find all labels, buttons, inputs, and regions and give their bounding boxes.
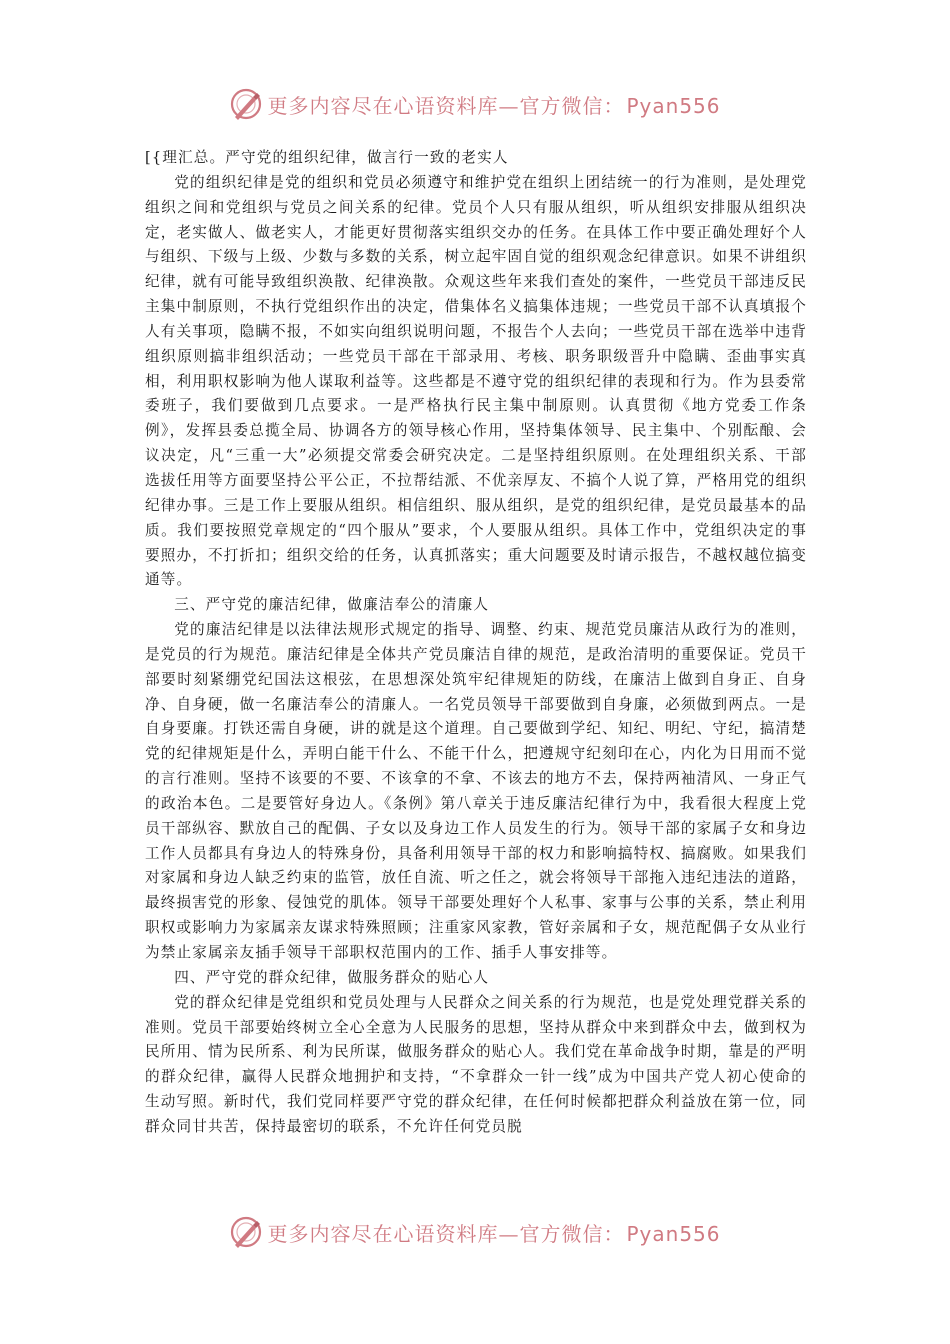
- footer-watermark-banner: [0, 1212, 950, 1252]
- document-body: [145, 146, 807, 1140]
- footer-watermark-text: [267, 1218, 720, 1247]
- header-watermark-account-id: Pyan556: [626, 93, 721, 118]
- paragraph-organization-discipline: 党的组织纪律是党的组织和党员必须遵守和维护党在组织上团结统一的行为准则，是处理党组织之间和党组织与党员之间关系的纪律。党员个人只有服从组织，听从组织安排服从组织决定，老实做人、做老实人，才能更好贯彻落实组织交办的任务。在具体工作中要正确处理好个人与组织、下级与上级、少数与多数的关系，树立起牢固自觉的组织观念纪律意识。如果不讲组织纪律，就有可能导致组织涣散、纪律涣散。众观这些年来我们查处的案件，一些党员干部违反民主集中制原则，不执行党组织作出的决定，借集体名义搞集体违规；一些党员干部不认真填报个人有关事项，隐瞒不报，不如实向组织说明问题，不报告个人去向；一些党员干部在选举中违背组织原则搞非组织活动；一些党员干部在干部录用、考核、职务职级晋升中隐瞒、歪曲事实真相，利用职权影响为他人谋取利益等。这些都是不遵守党的组织纪律的表现和行为。作为县委常委班子，我们要做到几点要求。一是严格执行民主集中制原则。认真贯彻《地方党委工作条例》，发挥县委总揽全局、协调各方的领导核心作用，坚持集体领导、民主集中、个别酝酿、会议决定，凡“三重一大”必须提交常委会研究决定。二是坚持组织原则。在处理组织关系、干部选拔任用等方面要坚持公平公正，不拉帮结派、不优亲厚友、不搞个人说了算，严格用党的组织纪律办事。三是工作上要服从组织。相信组织、服从组织，是党的组织纪律，是党员最基本的品质。我们要按照党章规定的“四个服从”要求，个人要服从组织。具体工作中，党组织决定的事要照办，不打折扣；组织交给的任务，认真抓落实；重大问题要及时请示报告，不越权越位搞变通等。: [145, 173, 807, 589]
- footer-watermark-account-label: 官方微信：: [519, 1221, 625, 1246]
- footer-watermark-separator: —: [498, 1221, 520, 1246]
- pen-logo-icon: [229, 87, 263, 121]
- paragraph-mass-discipline: 党的群众纪律是党组织和党员处理与人民群众之间关系的行为规范，也是党处理党群关系的准则。党员干部要始终树立全心全意为人民服务的思想，坚持从群众中来到群众中去，做到权为民所用、情为民所系、利为民所谋，做服务群众的贴心人。我们党在革命战争时期，靠是的严明的群众纪律，赢得人民群众地拥护和支持，“不拿群众一针一线”成为中国共产党人初心使命的生动写照。新时代，我们党同样要严守党的群众纪律，在任何时候都把群众利益放在第一位，同群众同甘共苦，保持最密切的联系，不允许任何党员脱: [145, 993, 807, 1135]
- header-watermark-main: 更多内容尽在心语资料库: [267, 93, 499, 118]
- header-watermark-text: [267, 90, 720, 119]
- header-watermark-account-label: 官方微信：: [519, 93, 625, 118]
- footer-watermark-account-id: Pyan556: [626, 1221, 721, 1246]
- header-watermark-banner: [0, 84, 950, 124]
- header-watermark-separator: —: [498, 93, 520, 118]
- footer-watermark-main: 更多内容尽在心语资料库: [267, 1221, 499, 1246]
- pen-logo-icon: [229, 1215, 263, 1249]
- section-heading-4: 四、严守党的群众纪律，做服务群众的贴心人: [174, 968, 490, 986]
- section-heading-3: 三、严守党的廉洁纪律，做廉洁奉公的清廉人: [174, 596, 490, 614]
- paragraph-integrity-discipline: 党的廉洁纪律是以法律法规形式规定的指导、调整、约束、规范党员廉洁从政行为的准则，是党员的行为规范。廉洁纪律是全体共产党员廉洁自律的规范，是政治清明的重要保证。党员干部要时刻紧绷党纪国法这根弦，在思想深处筑牢纪律规矩的防线，在廉洁上做到自身正、自身净、自身硬，做一名廉洁奉公的清廉人。一名党员领导干部要做到自身廉，必须做到两点。一是自身要廉。打铁还需自身硬，讲的就是这个道理。自己要做到学纪、知纪、明纪、守纪，搞清楚党的纪律规矩是什么，弄明白能干什么、不能干什么，把遵规守纪刻印在心，内化为日用而不觉的言行准则。坚持不该要的不要、不该拿的不拿、不该去的地方不去，保持两袖清风、一身正气的政治本色。二是要管好身边人。《条例》第八章关于违反廉洁纪律行为中，我看很大程度上党员干部纵容、默放自己的配偶、子女以及身边工作人员发生的行为。领导干部的家属子女和身边工作人员都具有身边人的特殊身份，具备利用领导干部的权力和影响搞特权、搞腐败。如果我们对家属和身边人缺乏约束的监管，放任自流、听之任之，就会将领导干部拖入违纪违法的道路，最终损害党的形象、侵蚀党的肌体。领导干部要处理好个人私事、家事与公事的关系，禁止利用职权或影响力为家属亲友谋求特殊照顾；注重家风家教，管好亲属和子女，规范配偶子女从业行为禁止家属亲友插手领导干部职权范围内的工作、插手人事安排等。: [145, 621, 807, 961]
- section-heading-2: [{理汇总。严守党的组织纪律，做言行一致的老实人: [145, 149, 509, 166]
